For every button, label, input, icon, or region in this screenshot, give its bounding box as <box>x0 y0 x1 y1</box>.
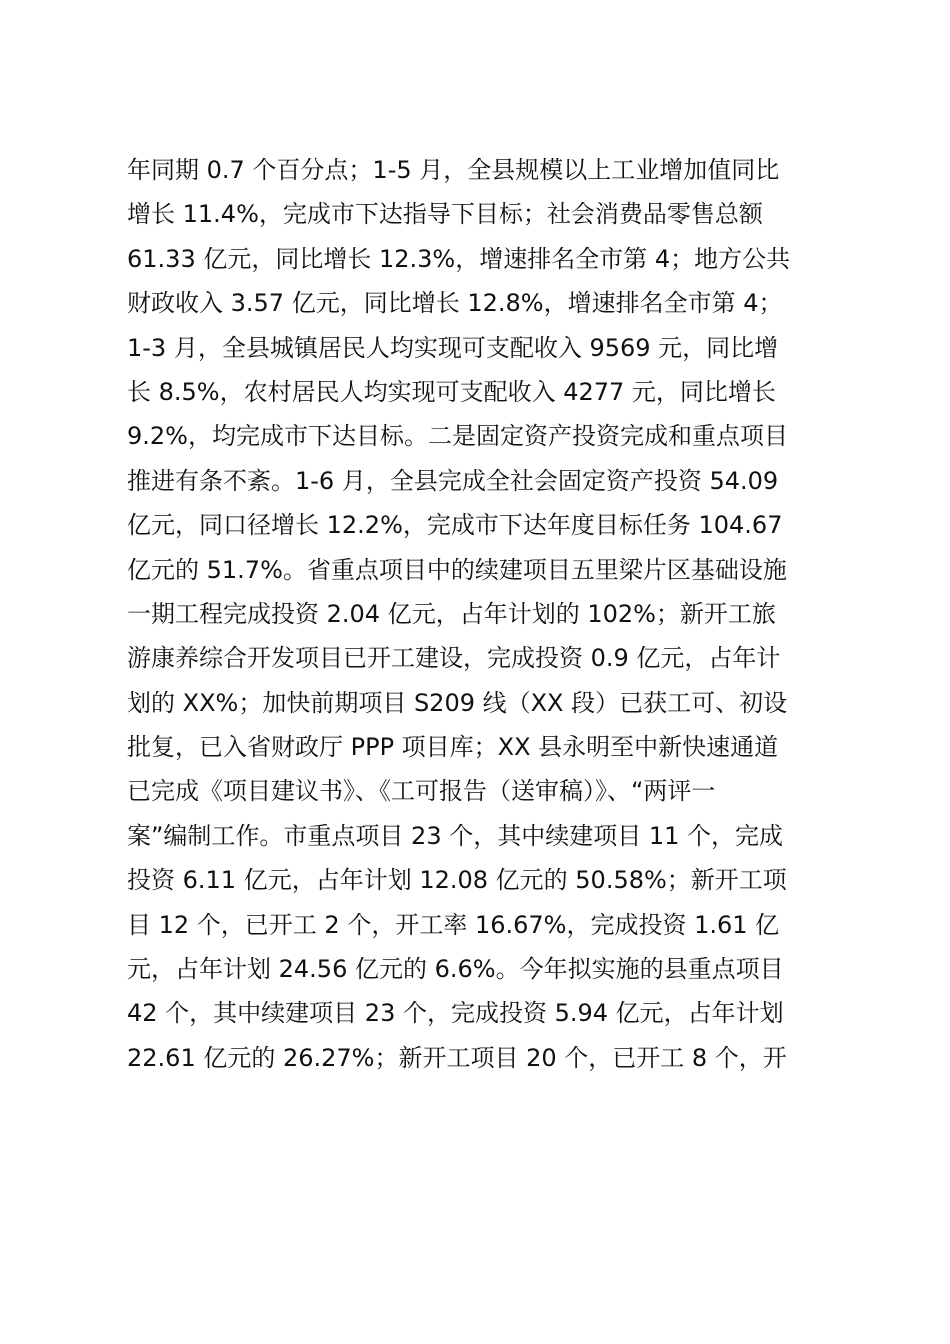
text-line: 已完成《项目建议书》、《工可报告（送审稿）》、“两评一 <box>127 777 716 806</box>
text-line: 一期工程完成投资 2.04 亿元，占年计划的 102%；新开工旅 <box>127 599 776 628</box>
text-line: 年同期 0.7 个百分点；1-5 月，全县规模以上工业增加值同比 <box>127 156 780 184</box>
body-paragraph <box>127 148 837 1080</box>
text-line: 批复，已入省财政厅 PPP 项目库；XX 县永明至中新快速通道 <box>127 733 779 762</box>
text-line: 投资 6.11 亿元，占年计划 12.08 亿元的 50.58%；新开工项 <box>127 866 787 895</box>
text-line: 划的 XX%；加快前期项目 S209 线（XX 段）已获工可、初设 <box>127 688 788 717</box>
text-line: 财政收入 3.57 亿元，同比增长 12.8%，增速排名全市第 4； <box>127 289 783 318</box>
text-line: 61.33 亿元，同比增长 12.3%，增速排名全市第 4；地方公共 <box>127 244 791 273</box>
text-line: 目 12 个，已开工 2 个，开工率 16.67%，完成投资 1.61 亿 <box>127 910 780 939</box>
text-line: 推进有条不紊。1-6 月，全县完成全社会固定资产投资 54.09 <box>127 466 779 495</box>
text-line: 42 个，其中续建项目 23 个，完成投资 5.94 亿元，占年计划 <box>127 999 784 1028</box>
text-line: 案”编制工作。市重点项目 23 个，其中续建项目 11 个，完成 <box>127 821 784 850</box>
text-line: 9.2%，均完成市下达目标。二是固定资产投资完成和重点项目 <box>127 422 788 451</box>
text-line: 亿元，同口径增长 12.2%，完成市下达年度目标任务 104.67 <box>127 511 783 540</box>
text-line: 长 8.5%，农村居民人均实现可支配收入 4277 元，同比增长 <box>127 377 776 406</box>
text-line: 22.61 亿元的 26.27%；新开工项目 20 个，已开工 8 个，开 <box>127 1043 787 1072</box>
text-line: 1-3 月，全县城镇居民人均实现可支配收入 9569 元，同比增 <box>127 333 779 362</box>
text-line: 增长 11.4%，完成市下达指导下目标；社会消费品零售总额 <box>127 200 763 229</box>
text-line: 元，占年计划 24.56 亿元的 6.6%。今年拟实施的县重点项目 <box>127 955 784 984</box>
text-line: 亿元的 51.7%。省重点项目中的续建项目五里梁片区基础设施 <box>127 555 787 584</box>
text-line: 游康养综合开发项目已开工建设，完成投资 0.9 亿元，占年计 <box>127 644 781 673</box>
